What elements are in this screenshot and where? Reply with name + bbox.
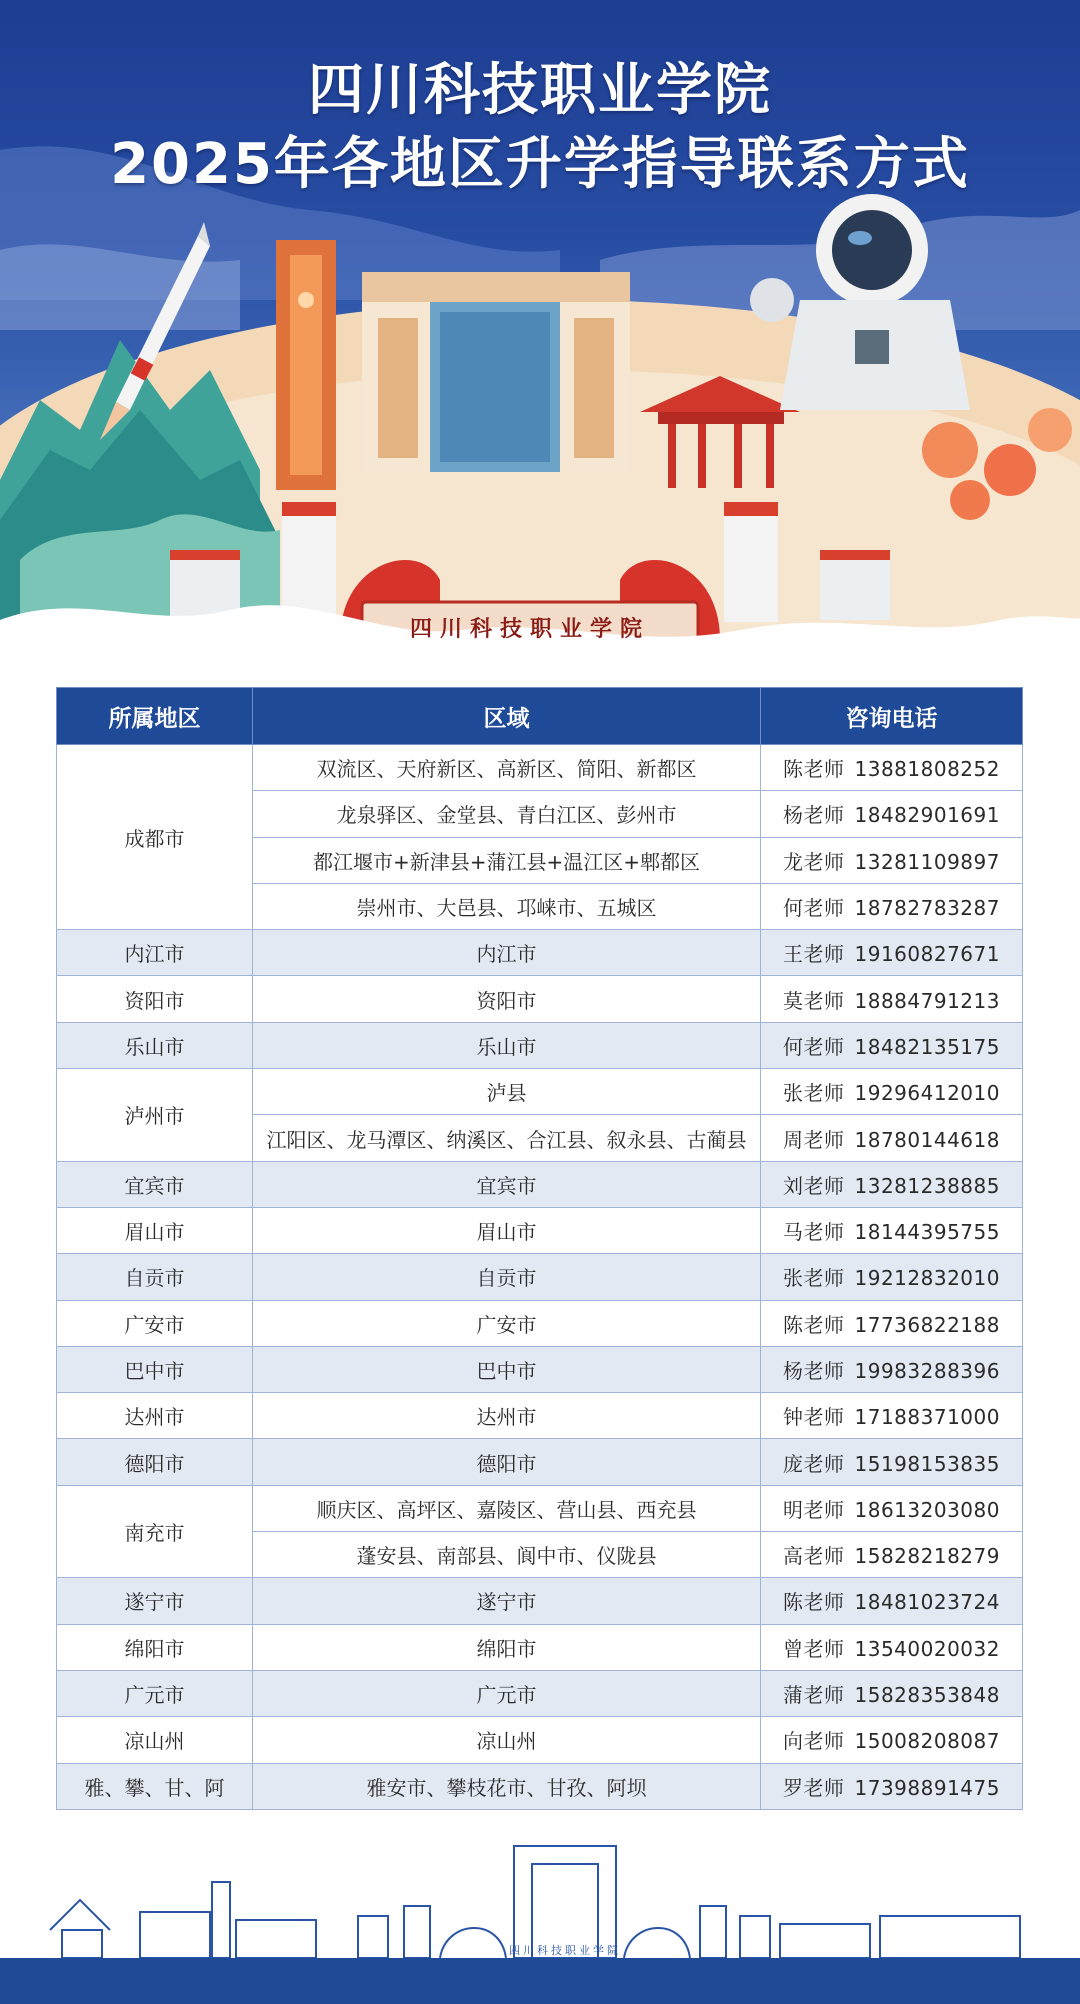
area-cell: 乐山市 — [253, 1022, 761, 1068]
phone-number[interactable]: 18780144618 — [854, 1127, 1000, 1152]
teacher-name: 王老师 — [783, 942, 845, 967]
contact-cell — [761, 1578, 1023, 1624]
teacher-name: 杨老师 — [783, 803, 845, 828]
phone-number[interactable]: 18482135175 — [854, 1034, 1000, 1059]
area-cell: 双流区、天府新区、高新区、简阳、新都区 — [253, 745, 761, 791]
area-cell: 宜宾市 — [253, 1161, 761, 1207]
teacher-name: 曾老师 — [783, 1636, 845, 1661]
region-cell: 雅、攀、甘、阿 — [57, 1763, 253, 1809]
campus-skyline-icon — [0, 1820, 1080, 1960]
table-row — [57, 1207, 1023, 1253]
table-row — [57, 1439, 1023, 1485]
phone-number[interactable]: 15198153835 — [854, 1451, 1000, 1476]
area-cell: 遂宁市 — [253, 1578, 761, 1624]
table-row — [57, 1022, 1023, 1068]
contact-cell — [761, 1485, 1023, 1531]
teacher-name: 莫老师 — [783, 988, 845, 1013]
table-row — [57, 1485, 1023, 1531]
teacher-name: 庞老师 — [783, 1451, 845, 1476]
teacher-name: 陈老师 — [783, 1590, 845, 1615]
area-cell: 绵阳市 — [253, 1624, 761, 1670]
area-cell: 都江堰市+新津县+蒲江县+温江区+郫都区 — [253, 837, 761, 883]
region-cell: 眉山市 — [57, 1207, 253, 1253]
phone-number[interactable]: 18884791213 — [854, 988, 1000, 1013]
table-row — [57, 1578, 1023, 1624]
contact-cell — [761, 745, 1023, 791]
region-cell: 泸州市 — [57, 1069, 253, 1162]
table-row — [57, 1624, 1023, 1670]
contact-cell — [761, 1069, 1023, 1115]
contact-cell — [761, 1161, 1023, 1207]
area-cell: 德阳市 — [253, 1439, 761, 1485]
contact-cell — [761, 1115, 1023, 1161]
area-cell: 眉山市 — [253, 1207, 761, 1253]
teacher-name: 何老师 — [783, 1034, 845, 1059]
table-row — [57, 1161, 1023, 1207]
area-cell: 顺庆区、高坪区、嘉陵区、营山县、西充县 — [253, 1485, 761, 1531]
region-cell: 达州市 — [57, 1393, 253, 1439]
phone-number[interactable]: 17736822188 — [854, 1312, 1000, 1337]
teacher-name: 何老师 — [783, 896, 845, 921]
phone-number[interactable]: 19296412010 — [854, 1081, 1000, 1106]
area-cell: 内江市 — [253, 930, 761, 976]
area-cell: 达州市 — [253, 1393, 761, 1439]
region-cell: 广元市 — [57, 1670, 253, 1716]
area-cell: 江阳区、龙马潭区、纳溪区、合江县、叙永县、古蔺县 — [253, 1115, 761, 1161]
teacher-name: 周老师 — [783, 1127, 845, 1152]
contact-cell — [761, 1254, 1023, 1300]
header-area: 区域 — [253, 688, 761, 745]
phone-number[interactable]: 19160827671 — [854, 942, 1000, 967]
phone-number[interactable]: 18613203080 — [854, 1497, 1000, 1522]
contact-cell — [761, 1670, 1023, 1716]
phone-number[interactable]: 15828353848 — [854, 1683, 1000, 1708]
area-cell: 雅安市、攀枝花市、甘孜、阿坝 — [253, 1763, 761, 1809]
area-cell: 龙泉驿区、金堂县、青白江区、彭州市 — [253, 791, 761, 837]
region-cell: 资阳市 — [57, 976, 253, 1022]
phone-number[interactable]: 18482901691 — [854, 803, 1000, 828]
teacher-name: 蒲老师 — [783, 1683, 845, 1708]
contact-cell — [761, 1439, 1023, 1485]
table-row — [57, 930, 1023, 976]
contact-cell — [761, 1207, 1023, 1253]
area-cell: 蓬安县、南部县、阆中市、仪陇县 — [253, 1532, 761, 1578]
table-row — [57, 1069, 1023, 1115]
table-row — [57, 1346, 1023, 1392]
phone-number[interactable]: 15008208087 — [854, 1729, 1000, 1754]
area-cell: 自贡市 — [253, 1254, 761, 1300]
table-row — [57, 1300, 1023, 1346]
region-cell: 乐山市 — [57, 1022, 253, 1068]
gate-sign-text: 四川科技职业学院 — [409, 616, 650, 642]
region-cell: 南充市 — [57, 1485, 253, 1578]
area-cell: 凉山州 — [253, 1717, 761, 1763]
contact-cell — [761, 1763, 1023, 1809]
footer-bar — [0, 1958, 1080, 2004]
phone-number[interactable]: 18782783287 — [854, 896, 1000, 921]
contact-cell — [761, 976, 1023, 1022]
phone-number[interactable]: 13881808252 — [854, 757, 1000, 782]
phone-number[interactable]: 17188371000 — [854, 1405, 1000, 1430]
table-row — [57, 1763, 1023, 1809]
header-phone: 咨询电话 — [761, 688, 1023, 745]
contact-cell — [761, 1393, 1023, 1439]
contact-cell — [761, 1346, 1023, 1392]
contact-cell — [761, 1532, 1023, 1578]
phone-number[interactable]: 18144395755 — [854, 1220, 1000, 1245]
hero-banner — [0, 0, 1080, 680]
header-region: 所属地区 — [57, 688, 253, 745]
region-cell: 遂宁市 — [57, 1578, 253, 1624]
phone-number[interactable]: 13281109897 — [854, 849, 1000, 874]
area-cell: 崇州市、大邑县、邛崃市、五城区 — [253, 883, 761, 929]
region-cell: 宜宾市 — [57, 1161, 253, 1207]
teacher-name: 杨老师 — [783, 1359, 845, 1383]
phone-number[interactable]: 18481023724 — [854, 1590, 1000, 1615]
region-cell: 成都市 — [57, 745, 253, 930]
table-row — [57, 1717, 1023, 1763]
teacher-name: 张老师 — [783, 1081, 845, 1106]
phone-number[interactable]: 15828218279 — [854, 1544, 1000, 1569]
contact-cell — [761, 930, 1023, 976]
contact-table — [56, 687, 1023, 1810]
table-row — [57, 976, 1023, 1022]
table-row — [57, 1393, 1023, 1439]
teacher-name: 罗老师 — [783, 1775, 845, 1800]
footer-gate-sign: 四川科技职业学院 — [509, 1944, 621, 1957]
phone-number[interactable]: 13540020032 — [854, 1636, 1000, 1661]
table-row — [57, 745, 1023, 791]
teacher-name: 刘老师 — [783, 1173, 845, 1198]
region-cell: 自贡市 — [57, 1254, 253, 1300]
contact-cell — [761, 1624, 1023, 1670]
region-cell: 绵阳市 — [57, 1624, 253, 1670]
contact-cell — [761, 1717, 1023, 1763]
teacher-name: 钟老师 — [783, 1405, 845, 1430]
teacher-name: 向老师 — [783, 1729, 845, 1754]
teacher-name: 明老师 — [783, 1497, 845, 1522]
teacher-name: 张老师 — [783, 1266, 845, 1291]
phone-number[interactable]: 19983288396 — [854, 1359, 1000, 1383]
teacher-name: 陈老师 — [783, 757, 845, 782]
contact-cell — [761, 1022, 1023, 1068]
teacher-name: 马老师 — [783, 1220, 845, 1245]
area-cell: 广元市 — [253, 1670, 761, 1716]
region-cell: 广安市 — [57, 1300, 253, 1346]
table-row — [57, 1254, 1023, 1300]
teacher-name: 高老师 — [783, 1544, 845, 1569]
contact-cell — [761, 837, 1023, 883]
phone-number[interactable]: 19212832010 — [854, 1266, 1000, 1291]
teacher-name: 龙老师 — [783, 849, 845, 874]
page-title: 四川科技职业学院 — [308, 58, 772, 123]
region-cell: 巴中市 — [57, 1346, 253, 1392]
region-cell: 凉山州 — [57, 1717, 253, 1763]
building-icon — [362, 272, 630, 472]
teacher-name: 陈老师 — [783, 1312, 845, 1337]
phone-number[interactable]: 13281238885 — [854, 1173, 1000, 1198]
contact-cell — [761, 791, 1023, 837]
table-row — [57, 1670, 1023, 1716]
region-cell: 德阳市 — [57, 1439, 253, 1485]
page-subtitle: 2025年各地区升学指导联系方式 — [110, 132, 970, 197]
table-header — [57, 688, 1023, 745]
phone-number[interactable]: 17398891475 — [854, 1775, 1000, 1800]
contact-cell — [761, 1300, 1023, 1346]
area-cell: 巴中市 — [253, 1346, 761, 1392]
contact-cell — [761, 883, 1023, 929]
area-cell: 资阳市 — [253, 976, 761, 1022]
region-cell: 内江市 — [57, 930, 253, 976]
area-cell: 广安市 — [253, 1300, 761, 1346]
area-cell: 泸县 — [253, 1069, 761, 1115]
